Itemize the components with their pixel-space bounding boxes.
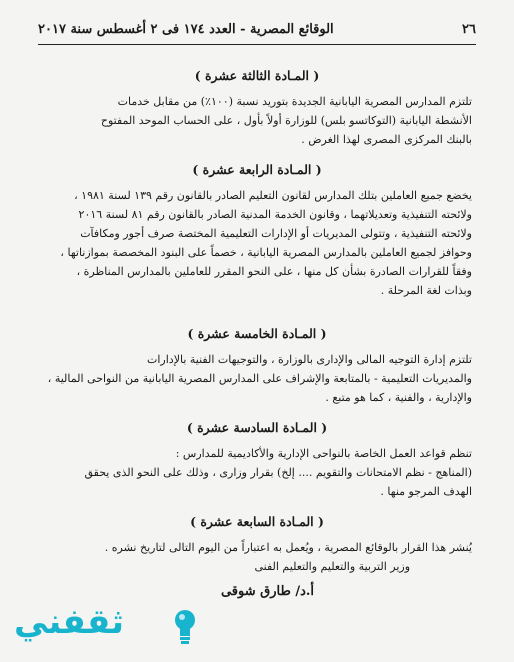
article-17-text [34,538,472,557]
minister-name: أ.د/ طارق شوقى [220,584,314,599]
article-line: يُنشر هذا القرار بالوقائع المصرية ، ويُعمل به اعتباراً من اليوم التالى لتاريخ نشره . [104,541,472,554]
article-line: (المناهج - نظم الامتحانات والتقويم .... إلخ) بقرار وزارى ، وذلك على النحو الذى يحقق [84,466,472,479]
article-14-text [34,186,472,300]
article-line: بالبنك المركزى المصرى لهذا الغرض . [301,133,472,146]
watermark-text: ثقفني [14,602,124,642]
minister-title: وزير التربية والتعليم والتعليم الفنى [254,560,410,573]
page-header [38,22,476,45]
article-line: يخضع جميع العاملين بتلك المدارس لقانون التعليم الصادر بالقانون رقم ١٣٩ لسنة ١٩٨١ ، [74,189,472,202]
article-14-heading: ( المـادة الرابعة عشرة ) [192,162,322,177]
article-line: والإدارية ، والفنية ، كما هو متبع . [325,391,472,404]
article-line: تنظم قواعد العمل الخاصة بالنواحى الإدارية والأكاديمية للمدارس : [175,447,472,460]
article-line: ولائحته التنفيذية ، وتتولى المديريات أو الإدارات التعليمية المختصة صرف أجور ومكافآت [80,227,472,240]
article-line: والمديريات التعليمية - بالمتابعة والإشراف على المدارس المصرية اليابانية من النواحى المالية ، [47,372,472,385]
article-line: تلتزم إدارة التوجيه المالى والإدارى بالوزارة ، والتوجيهات الفنية بالإدارات [147,353,472,366]
gazette-title: الوقائع المصرية - العدد ١٧٤ فى ٢ أغسطس سنة ٢٠١٧ [38,22,334,37]
article-line: وبذات لغة المرحلة . [380,284,472,297]
article-16-heading: ( المـادة السادسة عشرة ) [186,420,328,435]
page-number: ٢٦ [462,22,476,37]
article-15-text [34,350,472,407]
article-line: الهدف المرجو منها . [380,485,472,498]
article-17-heading: ( المـادة السابعة عشرة ) [190,514,324,529]
article-line: تلتزم المدارس المصرية اليابانية الجديدة بتوريد نسبة (١٠٠٪) من مقابل خدمات [117,95,472,108]
article-13-heading: ( المـادة الثالثة عشرة ) [194,68,320,83]
article-line: الأنشطة اليابانية (التوكاتسو بلس) للوزارة أولاً بأول ، على الحساب الموحد المفتوح [100,114,472,127]
article-15-heading: ( المـادة الخامسة عشرة ) [187,326,327,341]
article-line: وحوافز لجميع العاملين بالمدارس المصرية اليابانية ، خصماً على البنود المخصصة بموازناتها ، [60,246,472,259]
watermark-logo [14,602,204,650]
article-13-text [34,92,472,149]
article-line: ولائحته التنفيذية وتعديلاتهما ، وقانون الخدمة المدنية الصادر بالقانون رقم ٨١ لسنة ٢٠١٦ [78,208,472,221]
article-16-text [34,444,472,501]
article-line: وفقاً للقرارات الصادرة بشأن كل منها ، على النحو المقرر للعاملين بالمدارس المناظرة ، [76,265,472,278]
lightbulb-icon [170,606,200,646]
